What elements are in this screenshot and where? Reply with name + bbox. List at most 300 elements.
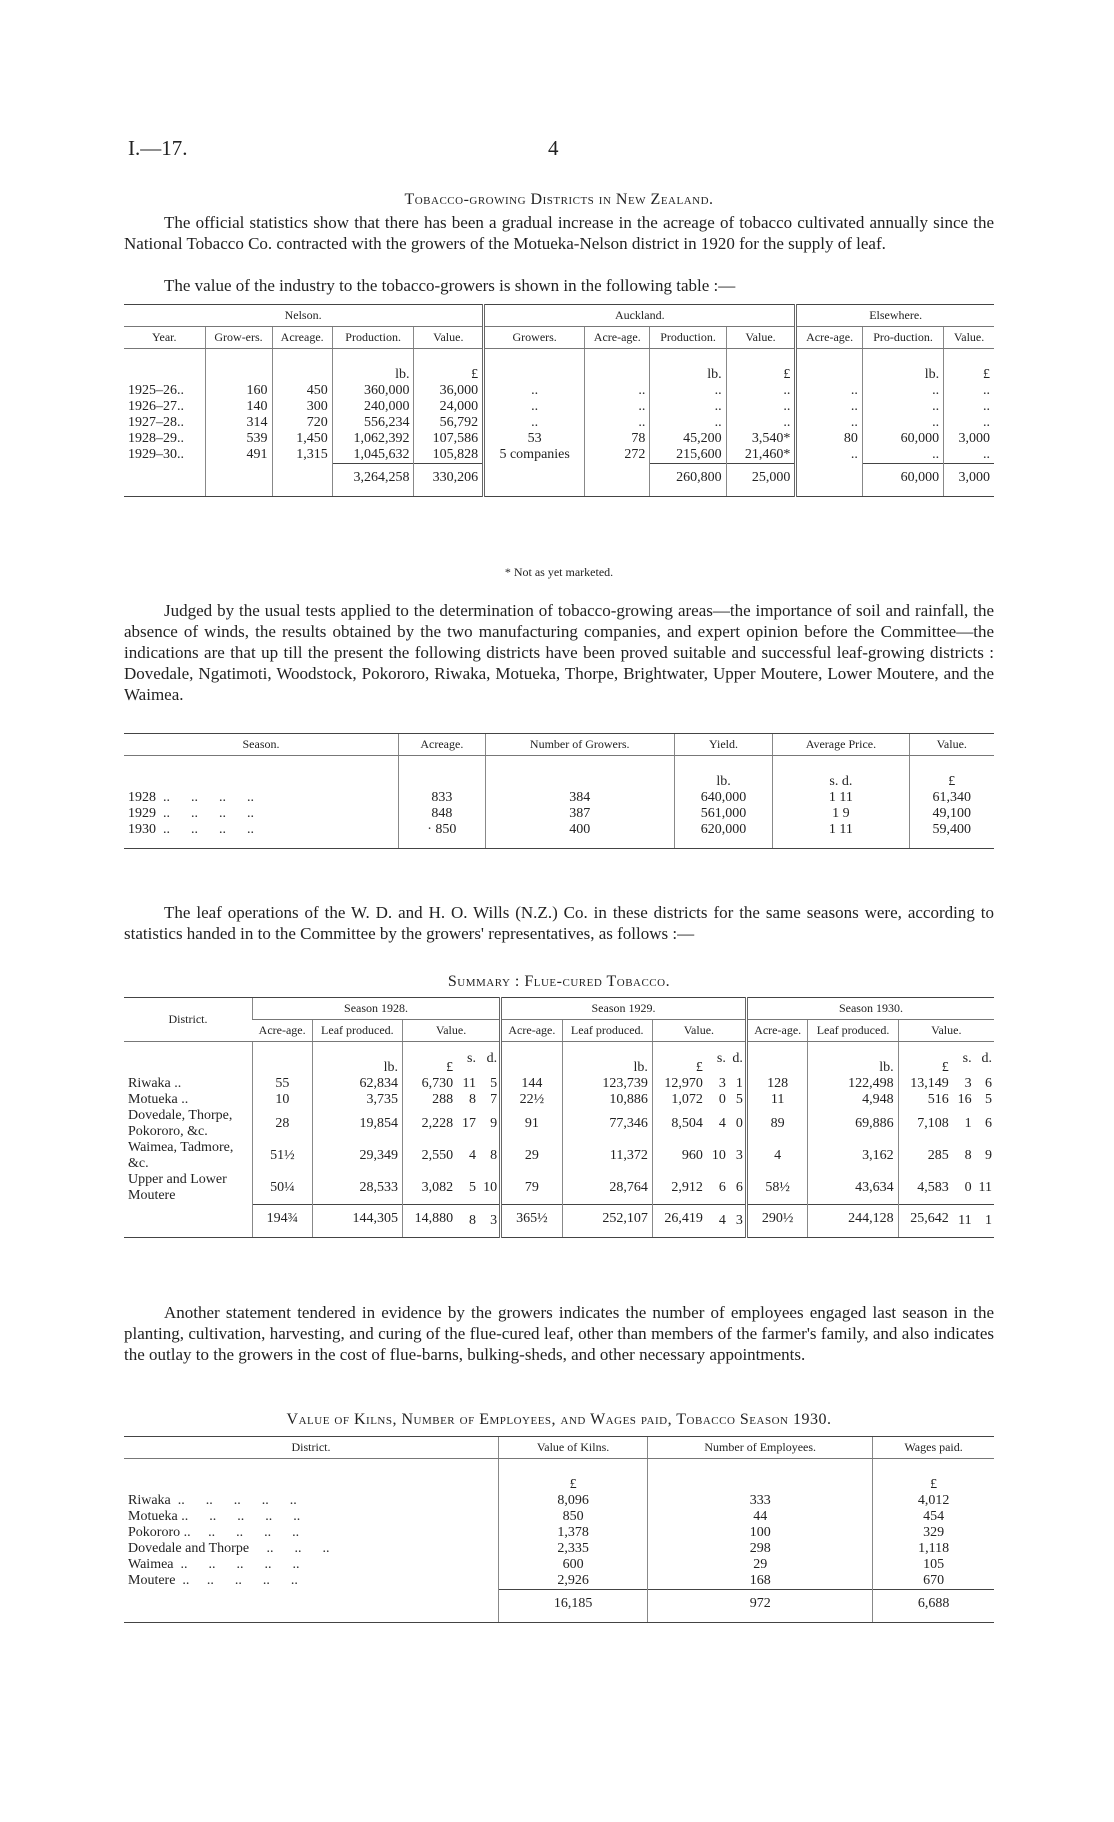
table-row: [124, 1573, 994, 1590]
table-cell: 3,000: [944, 431, 994, 447]
table-cell: 7: [490, 1092, 498, 1107]
table-cell: [124, 349, 205, 384]
table-cell: 10: [711, 1148, 726, 1163]
table-cell: [124, 464, 205, 497]
column-group-header: Auckland.: [484, 305, 796, 327]
column-header-row: [124, 327, 994, 349]
table-cell: 105,828: [414, 447, 484, 464]
table-cell: 1: [974, 1204, 994, 1237]
table-cell: 2,335: [499, 1541, 648, 1557]
table-cell: 11: [462, 1076, 476, 1091]
table-cell: 61,340: [909, 790, 994, 806]
table-cell: s.: [467, 1051, 476, 1066]
table-row: [124, 447, 994, 464]
table-row: [124, 790, 994, 806]
table-cell: [485, 756, 674, 791]
units-row: [124, 1042, 994, 1077]
paragraph-text: Judged by the usual tests applied to the determination of tobacco-growing areas—the importance of soil and rainfall, the absence of winds, the results obtained by the two manufacturing companies, and expert opinion before the Committee—the indications are that up till the present the following districts have been proved suitable and successful leaf-growing districts : Dovedale, Ngatimoti, Woodstock, Pokororo, Riwaka, Motueka, Thorpe, Brightwater, Upper Moutere, Lower Moutere, and the Waimea.: [124, 601, 994, 704]
column-header: Growers.: [484, 327, 585, 349]
table-cell: Waimea, Tadmore, &c.: [128, 1140, 234, 1171]
table-cell: 848: [399, 806, 486, 822]
paragraph-districts: [124, 600, 994, 705]
table-cell: 8: [457, 1204, 478, 1237]
column-group-header: Nelson.: [124, 305, 484, 327]
table-cell: Dovedale and Thorpe .. .. ..: [128, 1541, 330, 1556]
table-cell: 80: [796, 431, 863, 447]
column-header: Value.: [402, 1020, 500, 1042]
table-cell: 6: [718, 1179, 726, 1195]
table-row: [124, 1493, 994, 1509]
table-cell: ..: [862, 383, 943, 399]
table-cell: 69,886: [808, 1108, 898, 1140]
table-row: [124, 1076, 994, 1092]
table-cell: lb.: [332, 349, 414, 384]
table-cell: 272: [585, 447, 650, 464]
table-cell: 79: [501, 1172, 563, 1204]
table-cell: 168: [648, 1573, 873, 1590]
table-cell: 330,206: [414, 464, 484, 497]
table-cell: 128: [746, 1076, 808, 1092]
table-cell: ..: [650, 415, 726, 431]
table-cell: ..: [650, 383, 726, 399]
table-cell: 62,834: [312, 1076, 402, 1092]
column-header: District.: [124, 998, 253, 1042]
column-header-row: [124, 734, 994, 756]
column-header: Production.: [650, 327, 726, 349]
season-yield-table: [124, 733, 994, 849]
season-header: Season 1929.: [501, 998, 747, 1020]
column-header: Acreage.: [272, 327, 332, 349]
table-cell: 3: [728, 1204, 747, 1237]
table-cell: 16: [957, 1092, 972, 1107]
table-cell: d.: [486, 1051, 498, 1066]
table-row: [124, 1172, 994, 1204]
column-header: Number of Growers.: [485, 734, 674, 756]
paragraph-text: The value of the industry to the tobacco-growers is shown in the following table :—: [164, 276, 736, 295]
table-cell: 194¾: [253, 1204, 313, 1237]
table-cell: 6,688: [873, 1590, 994, 1623]
table-cell: 1: [735, 1076, 743, 1091]
table-cell: [399, 756, 486, 791]
column-header: Wages paid.: [873, 1437, 994, 1459]
table-cell: Pokororo .. .. .. .. ..: [128, 1525, 300, 1540]
table-cell: 1: [964, 1116, 972, 1131]
table-cell: 450: [272, 383, 332, 399]
column-header: Value.: [414, 327, 484, 349]
table-cell: ..: [650, 399, 726, 415]
table-cell: 640,000: [674, 790, 772, 806]
table-cell: 55: [253, 1076, 313, 1092]
column-header: Production.: [332, 327, 414, 349]
table-cell: ..: [484, 383, 585, 399]
column-header: Value.: [909, 734, 994, 756]
table-cell: Waimea .. .. .. .. ..: [128, 1557, 300, 1572]
summary-title: Summary : Flue-cured Tobacco.: [447, 973, 671, 990]
totals-row: [124, 1590, 994, 1623]
table-cell: ..: [726, 383, 796, 399]
table-cell: 1 11: [773, 790, 909, 806]
table-cell: ..: [862, 447, 943, 464]
table-cell: 8,096: [499, 1493, 648, 1509]
table-cell: 1,315: [272, 447, 332, 464]
table-row: [124, 415, 994, 431]
table-cell: 5: [468, 1179, 476, 1195]
table-cell: 53: [484, 431, 585, 447]
table-cell: 2,926: [499, 1573, 648, 1590]
table-cell: 144,305: [312, 1204, 402, 1237]
table-row: [124, 1092, 994, 1108]
table-cell: 4: [707, 1204, 728, 1237]
column-header-row: [124, 1020, 994, 1042]
column-header: Value of Kilns.: [499, 1437, 648, 1459]
table-row: [124, 1140, 994, 1172]
table-cell: 2,550: [402, 1140, 457, 1172]
column-header: Value.: [944, 327, 994, 349]
table-cell: d.: [981, 1051, 992, 1066]
table-cell: ..: [944, 383, 994, 399]
table-cell: s. d.: [773, 756, 909, 791]
table-cell: 4,583: [898, 1172, 953, 1204]
page-number: 4: [548, 136, 559, 160]
table-cell: 360,000: [332, 383, 414, 399]
table-cell: 288: [402, 1092, 457, 1108]
table-cell: 539: [205, 431, 272, 447]
table-cell: ..: [796, 399, 863, 415]
table-cell: lb.: [650, 349, 726, 384]
column-header: Acreage.: [399, 734, 486, 756]
table-cell: [484, 349, 585, 384]
table-row: [124, 822, 994, 849]
table-cell: [272, 349, 332, 384]
table-cell: 105: [873, 1557, 994, 1573]
table-cell: ..: [944, 399, 994, 415]
table-cell: 8,504: [652, 1108, 707, 1140]
table-cell: 22½: [501, 1092, 563, 1108]
table-cell: 140: [205, 399, 272, 415]
table-cell: 11,372: [562, 1140, 652, 1172]
table-cell: 1928 .. .. .. ..: [128, 790, 254, 805]
group-header-row: [124, 305, 994, 327]
table-cell: 3,735: [312, 1092, 402, 1108]
table-cell: 400: [485, 822, 674, 849]
table-cell: 10: [253, 1092, 313, 1108]
paragraph-text: The official statistics show that there has been a gradual increase in the acreage of tobacco cultivated annually since the National Tobacco Co. contracted with the growers of the Motueka-Nelson district in 1920 for the supply of leaf.: [124, 213, 994, 253]
group-header-row: [124, 998, 994, 1020]
table-cell: 59,400: [909, 822, 994, 849]
table-cell: ..: [862, 399, 943, 415]
table-row: [124, 383, 994, 399]
paragraph-table-intro: [124, 275, 994, 296]
table-cell: lb.: [862, 349, 943, 384]
table-cell: 29,349: [312, 1140, 402, 1172]
table-cell: Riwaka .. .. .. .. ..: [128, 1493, 297, 1508]
column-header: Leaf produced.: [312, 1020, 402, 1042]
units-row: [124, 1459, 994, 1494]
table-cell: 28,533: [312, 1172, 402, 1204]
table-cell: 9: [490, 1116, 498, 1131]
column-header: Grow-ers.: [205, 327, 272, 349]
table-cell: 1929–30..: [128, 447, 184, 463]
table-cell: ..: [796, 447, 863, 464]
season-header: Season 1928.: [253, 998, 501, 1020]
table-cell: 29: [501, 1140, 563, 1172]
table-cell: 10: [483, 1179, 498, 1195]
table-cell: 1 11: [773, 822, 909, 849]
table-cell: 8: [468, 1092, 476, 1107]
table-row: [124, 1557, 994, 1573]
table-cell: [585, 349, 650, 384]
table-cell: 290½: [746, 1204, 808, 1237]
table-cell: 100: [648, 1525, 873, 1541]
kilns-employees-wages-table: [124, 1436, 994, 1623]
table-cell: 7,108: [898, 1108, 953, 1140]
table-cell: ..: [585, 399, 650, 415]
table-cell: 77,346: [562, 1108, 652, 1140]
table-cell: 972: [648, 1590, 873, 1623]
table-cell: 3: [735, 1148, 743, 1163]
table-cell: 670: [873, 1573, 994, 1590]
table-cell: 26,419: [652, 1204, 707, 1237]
table-cell: s.: [962, 1051, 972, 1066]
table-cell: 2,912: [652, 1172, 707, 1204]
table-cell: 1,118: [873, 1541, 994, 1557]
table-cell: 16,185: [499, 1590, 648, 1623]
table-cell: 122,498: [808, 1076, 898, 1092]
table-cell: £: [873, 1459, 994, 1494]
column-header: Acre-age.: [796, 327, 863, 349]
table-cell: ..: [585, 383, 650, 399]
paragraph-wills: [124, 902, 994, 944]
table-cell: 44: [648, 1509, 873, 1525]
table-cell: 107,586: [414, 431, 484, 447]
table-cell: [205, 349, 272, 384]
table-cell: [205, 464, 272, 497]
column-header: Number of Employees.: [648, 1437, 873, 1459]
table-row: [124, 399, 994, 415]
table-cell: 3,162: [808, 1140, 898, 1172]
column-header: District.: [124, 1437, 499, 1459]
table-cell: 384: [485, 790, 674, 806]
table-cell: £: [499, 1459, 648, 1494]
column-header: Value.: [652, 1020, 746, 1042]
table-cell: 43,634: [808, 1172, 898, 1204]
table-cell: £: [402, 1042, 457, 1077]
column-header: Year.: [124, 327, 205, 349]
table-cell: 244,128: [808, 1204, 898, 1237]
table-cell: lb.: [312, 1042, 402, 1077]
table-cell: 260,800: [650, 464, 726, 497]
table-cell: 1926–27..: [128, 399, 184, 414]
column-header: Pro-duction.: [862, 327, 943, 349]
table-cell: [124, 1204, 253, 1237]
table-cell: [124, 1590, 499, 1623]
table-cell: 1,378: [499, 1525, 648, 1541]
column-header: Acre-age.: [253, 1020, 313, 1042]
table-cell: 3: [478, 1204, 501, 1237]
table-cell: ..: [585, 415, 650, 431]
table-cell: 8: [490, 1148, 498, 1163]
paragraph-employees: [124, 1302, 994, 1365]
table-cell: 0: [735, 1116, 743, 1131]
paragraph-text: The leaf operations of the W. D. and H. O. Wills (N.Z.) Co. in these districts for the same seasons were, according to statistics handed in to the Committee by the growers' representatives, as follows :—: [124, 903, 994, 943]
table-cell: 365½: [501, 1204, 563, 1237]
table-cell: 833: [399, 790, 486, 806]
table-cell: 620,000: [674, 822, 772, 849]
table-row: [124, 431, 994, 447]
table-cell: 491: [205, 447, 272, 464]
table-cell: [272, 464, 332, 497]
table-cell: 3,000: [944, 464, 994, 497]
table-cell: ..: [944, 415, 994, 431]
table-cell: 300: [272, 399, 332, 415]
table-cell: 11: [746, 1092, 808, 1108]
table-cell: 1927–28..: [128, 415, 184, 430]
table-cell: 4: [718, 1116, 726, 1131]
table-cell: 252,107: [562, 1204, 652, 1237]
table-cell: 4: [746, 1140, 808, 1172]
totals-row: [124, 464, 994, 497]
table-cell: 516: [898, 1092, 953, 1108]
table-cell: 600: [499, 1557, 648, 1573]
table-cell: Moutere .. .. .. .. ..: [128, 1573, 298, 1589]
table-cell: 1929 .. .. .. ..: [128, 806, 254, 821]
section-title: Tobacco-growing Districts in New Zealand.: [404, 191, 714, 208]
table-cell: £: [652, 1042, 707, 1077]
table-cell: 298: [648, 1541, 873, 1557]
table-cell: [796, 464, 863, 497]
table-cell: 6: [985, 1076, 992, 1091]
table-cell: Motueka ..: [128, 1092, 189, 1107]
table-cell: 1925–26..: [128, 383, 184, 398]
table-cell: ..: [862, 415, 943, 431]
table-cell: [253, 1042, 313, 1077]
table-cell: 49,100: [909, 806, 994, 822]
table-cell: 89: [746, 1108, 808, 1140]
table-row: [124, 1108, 994, 1140]
column-header: Yield.: [674, 734, 772, 756]
units-row: [124, 756, 994, 791]
table-cell: 454: [873, 1509, 994, 1525]
table-cell: 24,000: [414, 399, 484, 415]
table-cell: 387: [485, 806, 674, 822]
table-cell: 11: [978, 1179, 992, 1195]
table-cell: 60,000: [862, 431, 943, 447]
table-cell: 123,739: [562, 1076, 652, 1092]
table-cell: ..: [484, 399, 585, 415]
table-cell: Dovedale, Thorpe, Pokororo, &c.: [128, 1108, 233, 1139]
table-row: [124, 1525, 994, 1541]
table-cell: 8: [964, 1148, 972, 1163]
table-cell: 1,045,632: [332, 447, 414, 464]
table-cell: 14,880: [402, 1204, 457, 1237]
table-cell: 21,460*: [726, 447, 796, 464]
table-cell: £: [909, 756, 994, 791]
table-cell: 3: [718, 1076, 726, 1091]
table-cell: [484, 464, 585, 497]
table-cell: 51½: [253, 1140, 313, 1172]
table-cell: 13,149: [898, 1076, 953, 1092]
table-cell: 28,764: [562, 1172, 652, 1204]
table-cell: [124, 756, 399, 791]
table-cell: 3,264,258: [332, 464, 414, 497]
table-cell: 215,600: [650, 447, 726, 464]
table-cell: · 850: [399, 822, 486, 849]
table-cell: 6,730: [402, 1076, 457, 1092]
footnote: * Not as yet marketed.: [504, 565, 614, 579]
table-cell: d.: [732, 1051, 743, 1066]
table-cell: 17: [461, 1116, 476, 1131]
table-cell: s.: [716, 1051, 726, 1066]
table-cell: ..: [796, 415, 863, 431]
table-cell: lb.: [808, 1042, 898, 1077]
industry-value-table: [124, 304, 994, 497]
table-cell: 556,234: [332, 415, 414, 431]
column-header: Value.: [726, 327, 796, 349]
table-cell: 11: [953, 1204, 974, 1237]
table-cell: Upper and Lower Moutere: [128, 1172, 227, 1203]
table-cell: 4,948: [808, 1092, 898, 1108]
column-header: Season.: [124, 734, 399, 756]
table-cell: [796, 349, 863, 384]
column-header: Acre-age.: [746, 1020, 808, 1042]
table-cell: £: [726, 349, 796, 384]
table-cell: £: [414, 349, 484, 384]
table-cell: [585, 464, 650, 497]
table-cell: [746, 1042, 808, 1077]
column-header: Acre-age.: [501, 1020, 563, 1042]
table-cell: 12,970: [652, 1076, 707, 1092]
table-cell: ..: [484, 415, 585, 431]
table-cell: 60,000: [862, 464, 943, 497]
column-header: Average Price.: [773, 734, 909, 756]
table-cell: 6: [985, 1116, 992, 1131]
table-cell: 25,000: [726, 464, 796, 497]
table-cell: 58½: [746, 1172, 808, 1204]
table-cell: lb.: [674, 756, 772, 791]
column-header: Leaf produced.: [808, 1020, 898, 1042]
table-cell: 285: [898, 1140, 953, 1172]
table-cell: 91: [501, 1108, 563, 1140]
column-header: Leaf produced.: [562, 1020, 652, 1042]
table-cell: 144: [501, 1076, 563, 1092]
column-group-header: Elsewhere.: [796, 305, 994, 327]
table-row: [124, 806, 994, 822]
column-header: Acre-age.: [585, 327, 650, 349]
table-cell: 3: [964, 1076, 972, 1091]
table-cell: 45,200: [650, 431, 726, 447]
table-cell: 850: [499, 1509, 648, 1525]
table-cell: lb.: [562, 1042, 652, 1077]
paragraph-intro: [124, 212, 994, 254]
table-cell: ..: [726, 399, 796, 415]
table-cell: Motueka .. .. .. .. ..: [128, 1509, 301, 1524]
table-cell: 3,082: [402, 1172, 457, 1204]
season-header: Season 1930.: [746, 998, 994, 1020]
table-cell: ..: [944, 447, 994, 464]
flue-cured-summary-table: [124, 997, 994, 1238]
table-cell: [648, 1459, 873, 1494]
column-header-row: [124, 1437, 994, 1459]
table-cell: 1930 .. .. .. ..: [124, 822, 399, 849]
table-cell: 0: [964, 1179, 972, 1195]
table-cell: 6: [735, 1179, 743, 1195]
totals-row: [124, 1204, 994, 1237]
table-cell: 4,012: [873, 1493, 994, 1509]
table-cell: 160: [205, 383, 272, 399]
table-cell: 3,540*: [726, 431, 796, 447]
table-cell: 5: [735, 1092, 743, 1107]
table-cell: 2,228: [402, 1108, 457, 1140]
